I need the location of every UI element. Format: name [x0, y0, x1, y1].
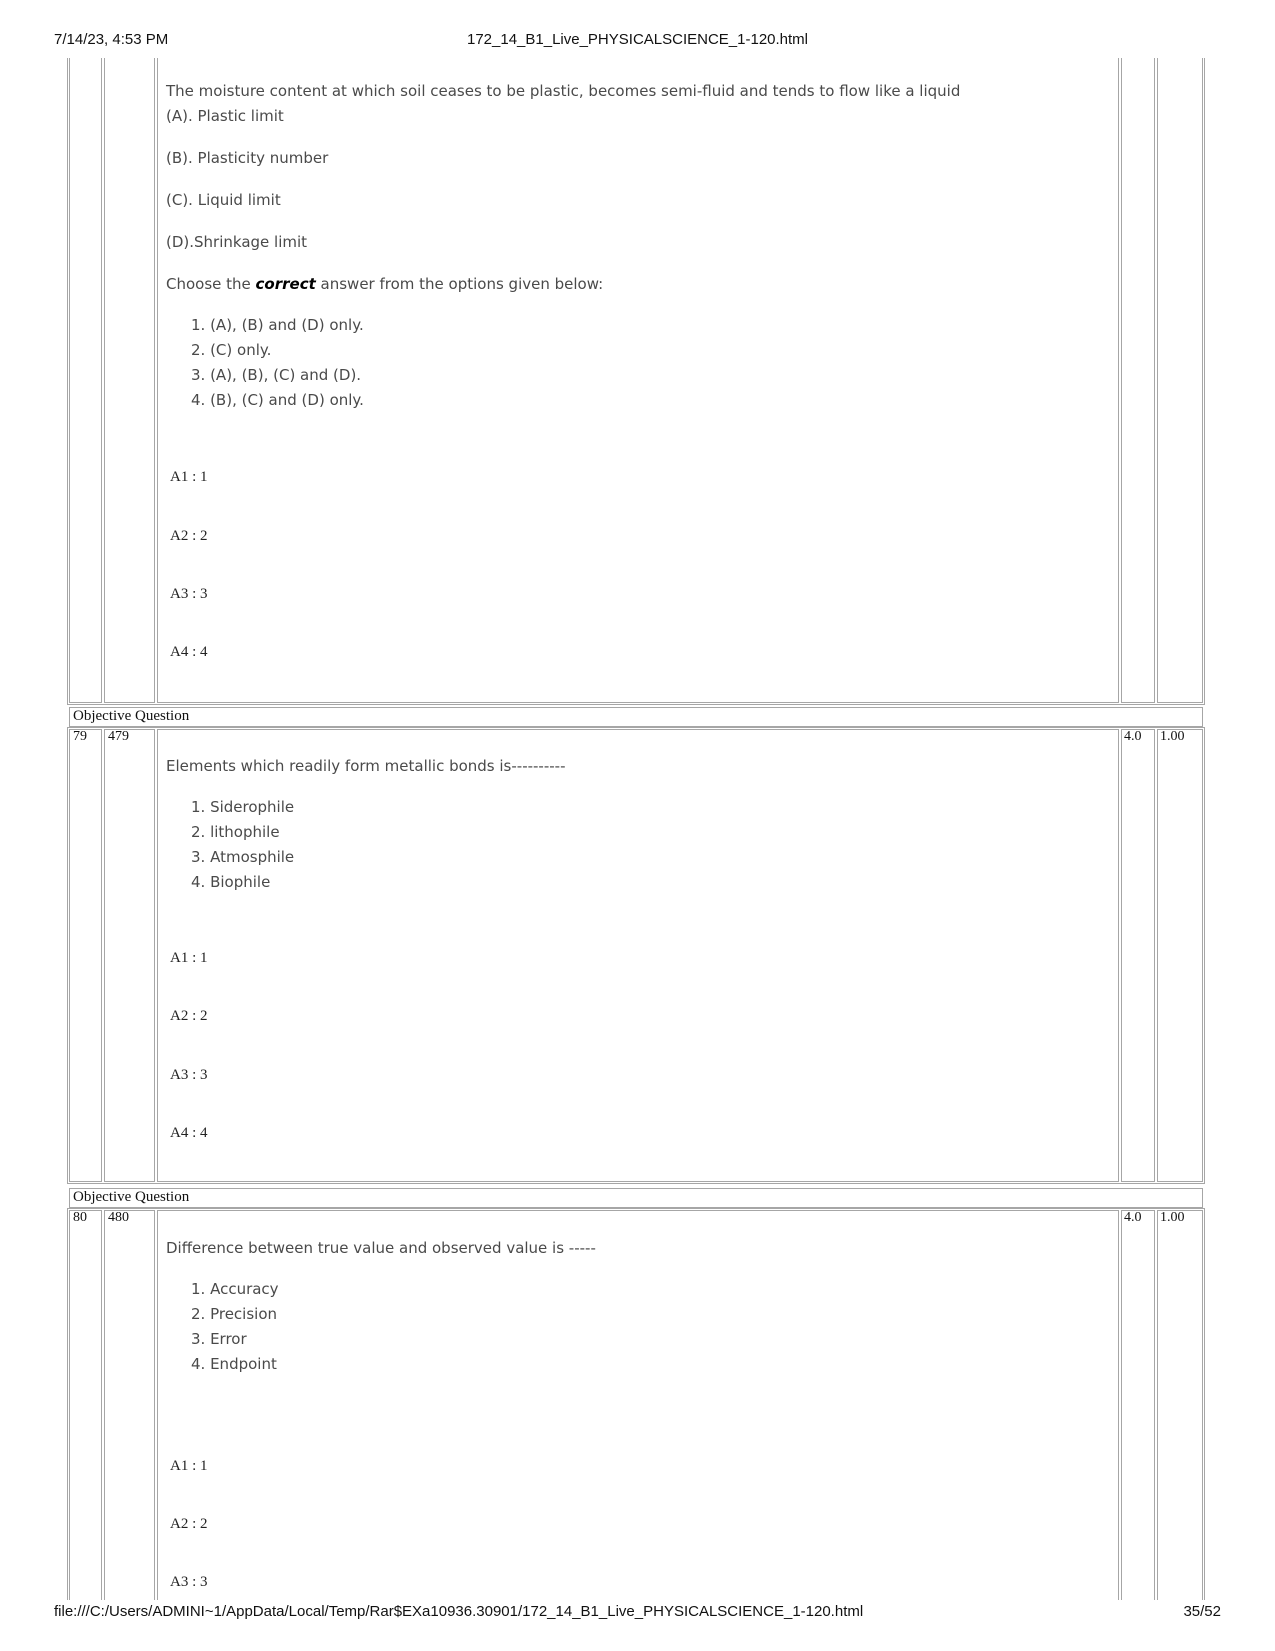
- q80-answer-3: A3 : 3: [170, 1574, 208, 1590]
- list-item: 2. Precision: [191, 1305, 278, 1323]
- list-item: 4. Biophile: [191, 873, 271, 891]
- q79-answer-4: A4 : 4: [170, 1125, 208, 1141]
- q80-qid-cell: [104, 1210, 155, 1600]
- q78-answer-1: A1 : 1: [170, 469, 208, 485]
- list-item: 4. Endpoint: [191, 1355, 277, 1373]
- q78-instruction-pre: Choose the: [166, 275, 256, 293]
- q78-instruction: [166, 274, 603, 294]
- q78-statement-a: (A). Plastic limit: [166, 107, 284, 125]
- q80-marks-cell: [1121, 1210, 1155, 1600]
- q78-statement-d: (D).Shrinkage limit: [166, 233, 308, 251]
- q79-negative-marks: 1.00: [1160, 729, 1185, 744]
- print-footer: [0, 1603, 1275, 1625]
- list-item: 1. Accuracy: [191, 1280, 279, 1298]
- q79-sno-cell: [69, 729, 102, 1182]
- list-item: 1. Siderophile: [191, 798, 295, 816]
- q80-marks: 4.0: [1124, 1210, 1142, 1225]
- q79-answer-2: A2 : 2: [170, 1008, 208, 1024]
- q78-statement-c: (C). Liquid limit: [166, 191, 281, 209]
- q79-marks-cell: [1121, 729, 1155, 1182]
- q78-instruction-post: answer from the options given below:: [315, 275, 604, 293]
- list-item: 4. (B), (C) and (D) only.: [191, 391, 364, 409]
- list-item: 3. Error: [191, 1330, 247, 1348]
- q80-content-cell: [157, 1210, 1119, 1600]
- q80-options: [191, 1277, 279, 1377]
- q79-serial: 79: [73, 729, 87, 744]
- q78-answer-3: A3 : 3: [170, 586, 208, 602]
- q79-stem: Elements which readily form metallic bonds is----------: [166, 757, 566, 775]
- list-item: 2. (C) only.: [191, 341, 272, 359]
- q79-marks: 4.0: [1124, 729, 1142, 744]
- q80-neg-cell: [1157, 1210, 1203, 1600]
- list-item: 3. Atmosphile: [191, 848, 295, 866]
- q80-answer-2: A2 : 2: [170, 1516, 208, 1532]
- section-row-79: [69, 707, 1203, 727]
- q80-serial: 80: [73, 1210, 87, 1225]
- print-title: 172_14_B1_Live_PHYSICALSCIENCE_1-120.html: [466, 31, 809, 48]
- section-label-80: Objective Question: [73, 1189, 190, 1205]
- q79-answer-1: A1 : 1: [170, 950, 208, 966]
- q80-negative-marks: 1.00: [1160, 1210, 1185, 1225]
- q78-answer-2: A2 : 2: [170, 528, 208, 544]
- page-number: 35/52: [1183, 1603, 1221, 1620]
- q79-options: [191, 795, 294, 895]
- print-file-url: file:///C:/Users/ADMINI~1/AppData/Local/Temp/Rar$EXa10936.30901/172_14_B1_Live_PHYSICALSCIENCE_1-120.html: [54, 1603, 864, 1620]
- q78-statement-b: (B). Plasticity number: [166, 149, 329, 167]
- q80-stem: Difference between true value and observed value is -----: [166, 1239, 596, 1257]
- q78-options: [191, 313, 364, 413]
- q80-answer-1: A1 : 1: [170, 1458, 208, 1474]
- q78-instruction-emphasis: correct: [255, 275, 316, 293]
- q79-qid-cell: [104, 729, 155, 1182]
- list-item: 3. (A), (B), (C) and (D).: [191, 366, 362, 384]
- q78-stem: The moisture content at which soil ceases to be plastic, becomes semi-fluid and tends to flow like a liquid: [166, 82, 961, 100]
- q80-question-id: 480: [108, 1210, 129, 1225]
- q80-sno-cell: [69, 1210, 102, 1600]
- q79-answer-3: A3 : 3: [170, 1067, 208, 1083]
- section-row-80: [69, 1188, 1203, 1208]
- list-item: 2. lithophile: [191, 823, 280, 841]
- q79-content-cell: [157, 729, 1119, 1182]
- list-item: 1. (A), (B) and (D) only.: [191, 316, 364, 334]
- section-label-79: Objective Question: [73, 708, 190, 724]
- q79-question-id: 479: [108, 729, 129, 744]
- q78-answer-4: A4 : 4: [170, 644, 208, 660]
- print-datetime: 7/14/23, 4:53 PM: [54, 31, 169, 48]
- q79-neg-cell: [1157, 729, 1203, 1182]
